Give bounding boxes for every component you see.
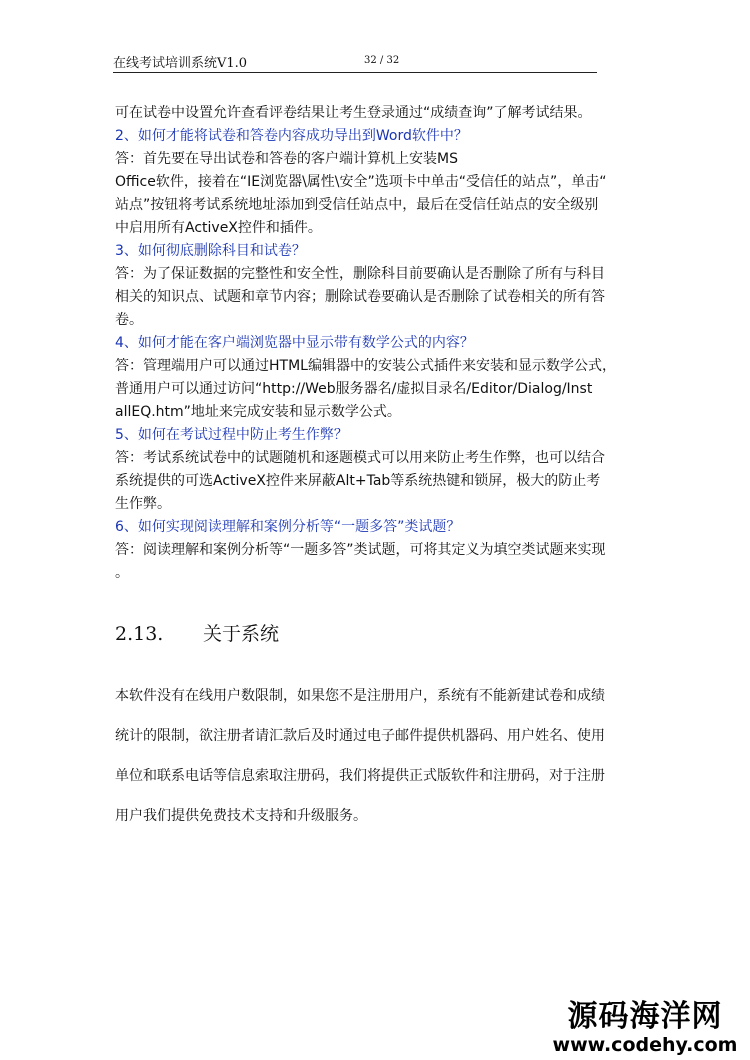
faq-answer-line: 生作弊。 [115,496,171,512]
faq-answer-line: 可在试卷中设置允许查看评卷结果让考生登录通过“成绩查询”了解考试结果。 [115,105,592,121]
about-paragraph-line: 本软件没有在线用户数限制，如果您不是注册用户，系统有不能新建试卷和成绩 [115,688,605,704]
about-section [115,676,645,836]
watermark-name: 源码海洋网 [567,999,723,1034]
faq-answer-line: Office软件，接着在“IE浏览器\属性\安全”选项卡中单击“受信任的站点”，单击“ [115,174,607,190]
document-title: 在线考试培训系统V1.0 [113,56,248,71]
faq-answer-line: 答：阅读理解和案例分析等“一题多答”类试题，可将其定义为填空类试题来实现 [115,542,606,558]
page-header [113,52,597,73]
page-number: 32 / 32 [364,55,400,66]
about-paragraph-line: 用户我们提供免费技术支持和升级服务。 [115,808,367,824]
faq-answer-line: 卷。 [115,312,143,328]
faq-question-line: 4、如何才能在客户端浏览器中显示带有数学公式的内容？ [115,335,474,351]
faq-question-line: 6、如何实现阅读理解和案例分析等“一题多答”类试题？ [115,519,461,535]
faq-answer-line: 答：为了保证数据的完整性和安全性，删除科目前要确认是否删除了所有与科目 [115,266,605,282]
about-paragraph-line: 统计的限制，欲注册者请汇款后及时通过电子邮件提供机器码、用户姓名、使用 [115,728,605,744]
faq-answer-line: 答：管理端用户可以通过HTML编辑器中的安装公式插件来安装和显示数学公式， [115,358,616,374]
faq-answer-line: 系统提供的可选ActiveX控件来屏蔽Alt+Tab等系统热键和锁屏，极大的防止考 [115,473,601,489]
watermark [545,1000,745,1056]
faq-question-line: 2、如何才能将试卷和答卷内容成功导出到Word软件中？ [115,128,468,144]
faq-question-line: 3、如何彻底删除科目和试卷？ [115,243,306,259]
section-number: 2.13. [115,623,164,645]
faq-question-line: 5、如何在考试过程中防止考生作弊？ [115,427,348,443]
section-title: 关于系统 [203,623,280,645]
faq-answer-line: allEQ.htm”地址来完成安装和显示数学公式。 [115,404,401,420]
faq-answer-line: 相关的知识点、试题和章节内容；删除试卷要确认是否删除了试卷相关的所有答 [115,289,605,305]
faq-section [115,102,645,585]
faq-answer-line: 答：考试系统试卷中的试题随机和逐题模式可以用来防止考生作弊，也可以结合 [115,450,605,466]
faq-answer-line: 。 [115,565,129,581]
faq-answer-line: 普通用户可以通过访问“http://Web服务器名/虚拟目录名/Editor/Dialog/Inst [115,381,593,397]
faq-answer-line: 答：首先要在导出试卷和答卷的客户端计算机上安装MS [115,151,458,167]
section-heading [115,619,279,646]
about-paragraph-line: 单位和联系电话等信息索取注册码，我们将提供正式版软件和注册码，对于注册 [115,768,605,784]
faq-answer-line: 中启用所有ActiveX控件和插件。 [115,220,322,236]
faq-answer-line: 站点”按钮将考试系统地址添加到受信任站点中，最后在受信任站点的安全级别 [115,197,599,213]
watermark-url: www.codehy.com [552,1034,738,1056]
